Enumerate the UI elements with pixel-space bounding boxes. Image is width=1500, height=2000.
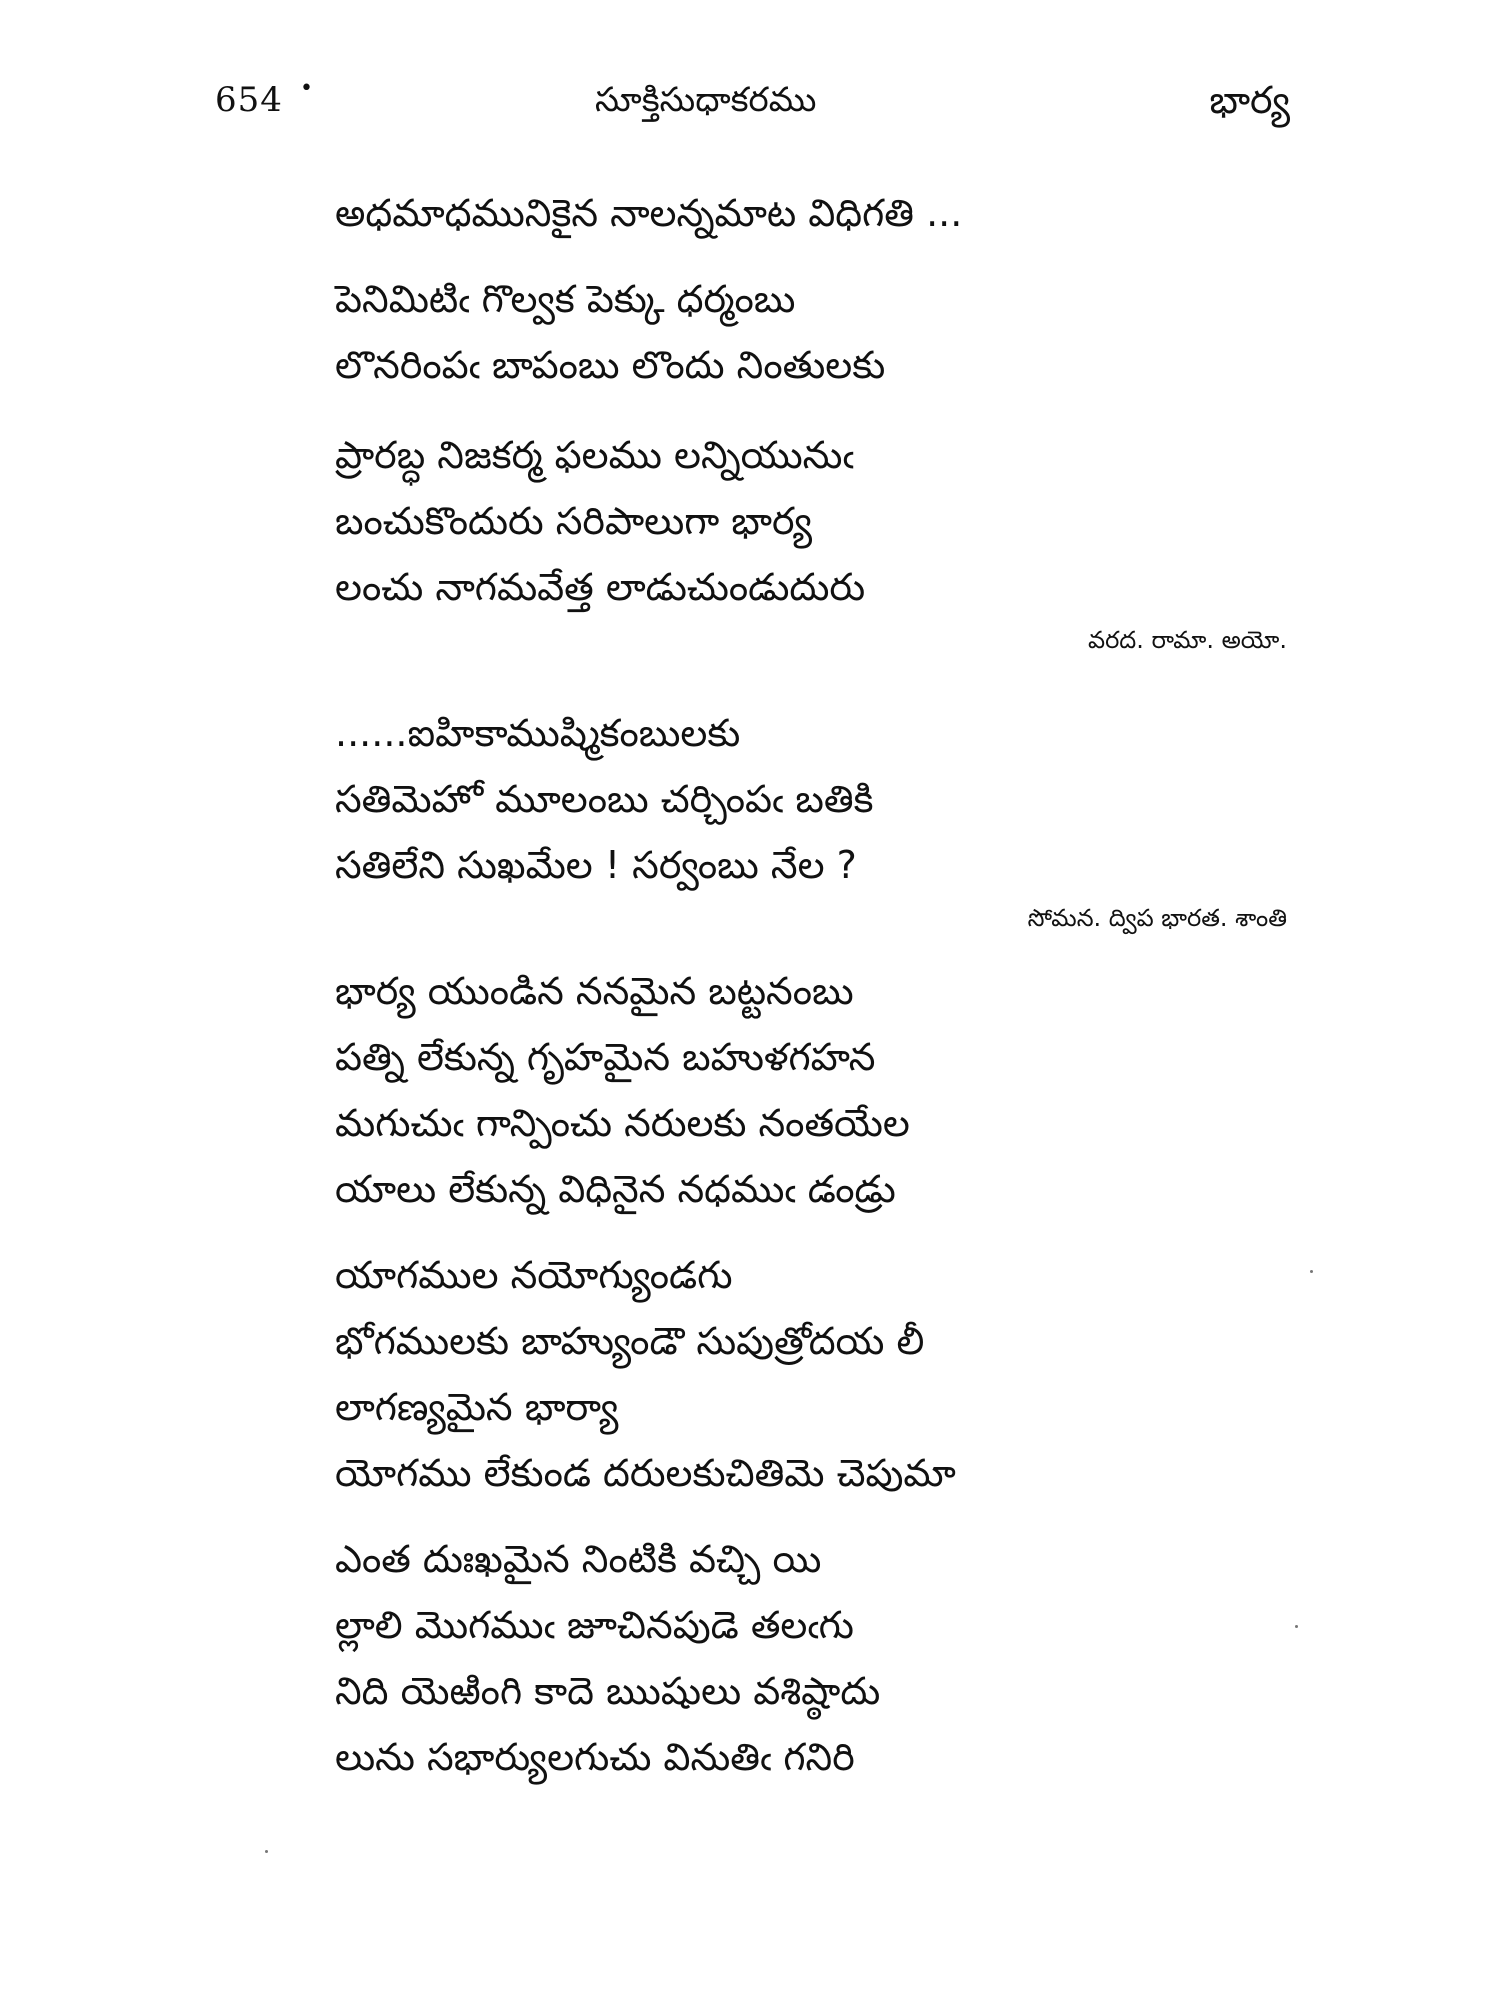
stanza-6 <box>335 1242 1295 1506</box>
verse-line: లును సభార్యులగుచు వినుతిఁ గనిరి <box>335 1735 855 1779</box>
verse-line: లంచు నాగమవేత్త లాడుచుండుదురు <box>335 565 866 609</box>
verse-line: పత్ని లేకున్న గృహమైన బహుళగహన <box>335 1035 876 1079</box>
verse-line: ప్రారబ్ధ నిజకర్మ ఫలము లన్నియునుఁ <box>335 433 854 477</box>
stanza-4 <box>335 700 1295 938</box>
verse-line: భోగములకు బాహ్యుండౌ సుపుత్రోదయ లీ <box>335 1319 925 1363</box>
verse-line: యోగము లేకుండ దరులకుచితిమె చెపుమా <box>335 1451 956 1495</box>
stanza-2 <box>335 266 1295 398</box>
source-citation: వరద. రామా. అయో. <box>1088 626 1287 654</box>
stanza-7 <box>335 1526 1295 1790</box>
page-header <box>215 76 1290 140</box>
verse-line: పెనిమిటిఁ గొల్వక పెక్కు ధర్మంబు <box>335 277 796 321</box>
paper-speck <box>1310 1270 1313 1273</box>
paper-speck <box>1295 1625 1298 1628</box>
stanza-3 <box>335 422 1295 660</box>
stanza-1 <box>335 180 1295 246</box>
running-title: సూక్తిసుధాకరము <box>595 80 817 120</box>
verse-line: మగుచుఁ గాన్పించు నరులకు నంతయేల <box>335 1101 910 1145</box>
verse-line: ఎంత దుఃఖమైన నింటికి వచ్చి యి <box>335 1537 822 1581</box>
paper-speck <box>265 1850 268 1853</box>
verse-line: బంచుకొందురు సరిపాలుగా భార్య <box>335 499 812 543</box>
verse-line: ల్లాలి మొగముఁ జూచినపుడె తలఁగు <box>335 1603 854 1647</box>
verse-line: భార్య యుండిన ననమైన బట్టనంబు <box>335 969 854 1013</box>
page-number: 654 <box>215 80 283 120</box>
section-title: భార్య <box>1209 78 1290 122</box>
verse-line: సతిలేని సుఖమేల ! సర్వంబు నేల ? <box>335 843 857 887</box>
verse-line: ......ఐహికాముష్మికంబులకు <box>335 711 741 755</box>
stanza-5 <box>335 958 1295 1222</box>
verse-line: లొనరింపఁ బాపంబు లొందు నింతులకు <box>335 343 886 387</box>
verse-line: లాగణ్యమైన భార్యా <box>335 1385 619 1429</box>
verse-line: అధమాధమునికైన నాలన్నమాట విధిగతి ... <box>335 191 963 235</box>
verse-line: నిది యెఱింగి కాదె ఋషులు వశిష్ఠాదు <box>335 1669 881 1713</box>
print-dot: • <box>300 76 313 101</box>
verse-line: యాగముల నయోగ్యుండగు <box>335 1253 733 1297</box>
verse-line: సతిమెహో మూలంబు చర్చింపఁ బతికి <box>335 777 874 821</box>
page-body <box>335 180 1295 1790</box>
verse-line: యాలు లేకున్న విధినైన నధముఁ డండ్రు <box>335 1167 896 1211</box>
source-citation: సోమన. ద్విప భారత. శాంతి <box>1027 904 1287 932</box>
